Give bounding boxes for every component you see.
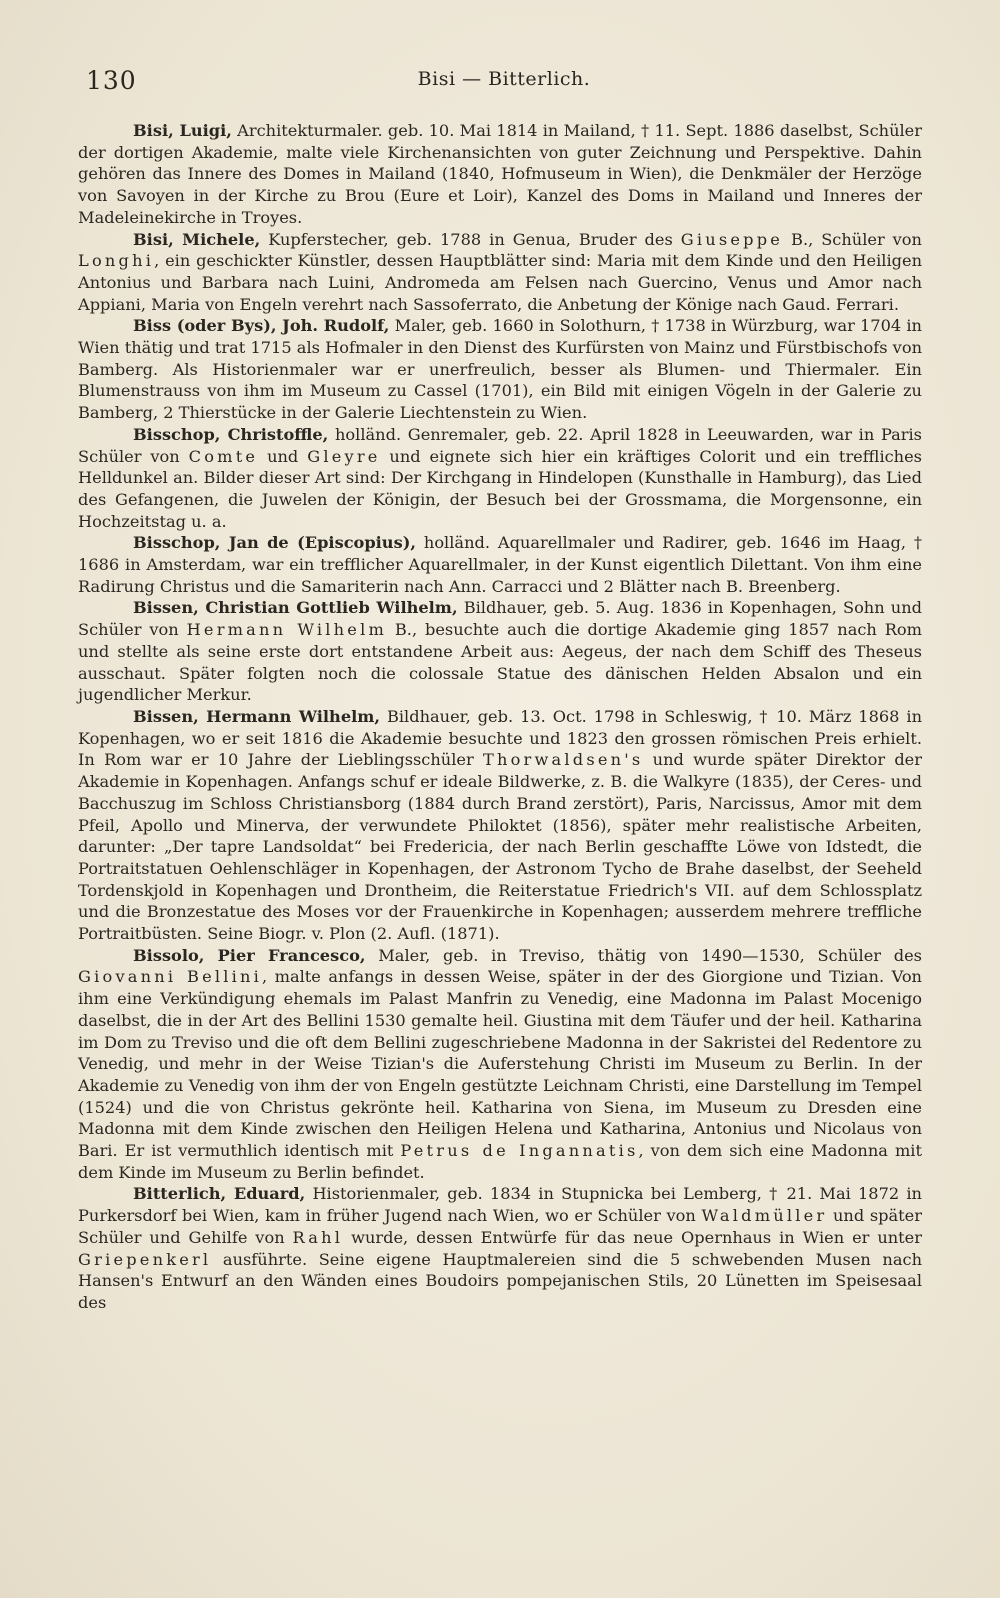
entry-headword: Bissen, Hermann Wilhelm, xyxy=(133,706,381,726)
spaced-name: Thorwaldsen's xyxy=(482,750,644,770)
entry-text: Architekturmaler. geb. 10. Mai 1814 in Mailand, † 11. Sept. 1886 daselbst, Schüler der dortigen Akademie, malte viele Kirchenansichten von guter Zeichnung und Perspektive. Dahin gehören das Innere des Domes in Mailand (1840, Hofmuseum in Wien), die Denkmäler der Herzöge von Savoyen in der Kirche zu Brou (Eure et Loir), Kanzel des Doms in Mailand und Inneres der Madeleinekirche in Troyes. xyxy=(78,121,922,227)
spaced-name: Comte xyxy=(188,446,259,466)
entry-paragraph xyxy=(78,532,922,597)
entry-text: und xyxy=(258,446,308,466)
entry-text: Kupferstecher, geb. 1788 in Genua, Bruder des xyxy=(260,229,681,249)
entry-headword: Bissen, Christian Gottlieb Wilhelm, xyxy=(133,598,458,618)
entry-headword: Bisschop, Jan de (Episcopius), xyxy=(133,533,416,553)
entry-text: holländ. Genremaler, geb. 22. April 1828 in Leeuwarden, war in Paris Schüler von xyxy=(78,424,922,466)
entry-headword: Bisi, Luigi, xyxy=(133,121,232,140)
entry-text: , malte anfangs in dessen Weise, später in der des Giorgione und Tizian. Von ihm eine Verkündigung ehemals im Palast Manfrin zu Venedig, eine Madonna im Palast Mocenigo daselbst, die in der Art des Bellini 1530 gemalte heil. Giustina mit dem Täufer und der heil. Katharina im Dom zu Treviso und die oft dem Bellini zugeschriebene Madonna in der Sakristei del Redentore zu Venedig, und mehr in der Weise Tizian's die Auferstehung Christi im Museum zu Berlin. In der Akademie zu Venedig von ihm der von Engeln gestützte Leichnam Christi, eine Darstellung im Tempel (1524) und die von Christus gekrönte heil. Katharina von Siena, im Museum zu Dresden eine Madonna mit dem Kinde zwischen den Heiligen Helena und Katharina, Antonius und Nicolaus von Bari. Er ist vermuthlich identisch mit xyxy=(78,967,922,1161)
entry-paragraph xyxy=(78,706,922,945)
dictionary-entries xyxy=(78,120,922,1314)
entry-headword: Bissolo, Pier Francesco, xyxy=(133,945,366,965)
entry-text: wurde, dessen Entwürfe für das neue Opernhaus in Wien er unter xyxy=(343,1227,922,1247)
spaced-name: Griepenkerl xyxy=(78,1249,212,1269)
entry-text: und eignete sich hier ein kräftiges Colorit und ein treffliches Helldunkel an. Bilder dieser Art sind: Der Kirchgang in Hindelopen (Kunsthalle in Hamburg), das Lied des Gefangenen, die Juwelen der Königin, der Besuch bei der Grossmama, die Morgensonne, ein Hochzeitstag u. a. xyxy=(78,446,922,531)
entry-text: , ein geschickter Künstler, dessen Hauptblätter sind: Maria mit dem Kinde und den Heiligen Antonius und Barbara nach Luini, Andromeda am Felsen nach Guercino, Venus und Amor nach Appiani, Maria von Engeln verehrt nach Sassoferrato, die Anbetung der Könige nach Gaud. Ferrari. xyxy=(78,251,922,314)
entry-text: holländ. Aquarellmaler und Radirer, geb. 1646 im Haag, † 1686 in Amsterdam, war ein trefflicher Aquarellmaler, in der Kunst eigentlich Dilettant. Von ihm eine Radirung Christus und die Samariterin nach Ann. Carracci und 2 Blätter nach B. Breenberg. xyxy=(78,533,922,596)
spaced-name: Petrus de Ingannatis xyxy=(400,1141,639,1161)
entry-headword: Biss (oder Bys), Joh. Rudolf, xyxy=(133,316,390,336)
entry-headword: Bisi, Michele, xyxy=(133,229,261,249)
entry-headword: Bitterlich, Eduard, xyxy=(133,1184,306,1204)
entry-paragraph xyxy=(78,120,922,229)
entry-paragraph xyxy=(78,945,922,1184)
page-number: 130 xyxy=(86,66,137,95)
entry-paragraph xyxy=(78,229,922,316)
entry-headword: Bisschop, Christoffle, xyxy=(133,424,329,444)
running-head: Bisi — Bitterlich. xyxy=(417,68,591,90)
entry-text: Maler, geb. 1660 in Solothurn, † 1738 in Würzburg, war 1704 in Wien thätig und trat 1715 als Hofmaler in den Dienst des Kurfürsten von Mainz und Fürstbischofs von Bamberg. Als Historienmaler war er unerfreulich, besser als Blumen- und Thiermaler. Ein Blumenstrauss von ihm im Museum zu Cassel (1701), ein Bild mit einigen Vögeln in der Galerie zu Bamberg, 2 Thierstücke in der Galerie Liechtenstein zu Wien. xyxy=(78,316,922,423)
entry-text: und wurde später Direktor der Akademie in Kopenhagen. Anfangs schuf er ideale Bildwerke, z. B. die Walkyre (1835), der Ceres- und Bacchuszug im Schloss Christiansborg (1884 durch Brand zerstört), Paris, Narcissus, Amor mit dem Pfeil, Apollo und Minerva, der verwundete Philoktet (1856), später mehr realistische Arbeiten, darunter: „Der tapre Landsoldat“ bei Fredericia, der nach Berlin geschaffte Löwe von Idstedt, die Portraitstatuen Oehlenschläger in Kopenhagen, der Astronom Tycho de Brahe daselbst, der Seeheld Tordenskjold in Kopenhagen und Drontheim, die Reiterstatue Friedrich's VII. auf dem Schlossplatz und die Bronzestatue des Moses vor der Frauenkirche in Kopenhagen; ausserdem mehrere treffliche Portraitbüsten. Seine Biogr. v. Plon (2. Aufl. (1871). xyxy=(78,750,922,944)
entry-text: Maler, geb. in Treviso, thätig von 1490—1530, Schüler des xyxy=(365,945,922,965)
entry-paragraph xyxy=(78,424,922,533)
entry-paragraph xyxy=(78,1183,922,1313)
entry-text: und später Schüler und Gehilfe von xyxy=(78,1206,922,1247)
entry-text: Bildhauer, geb. 13. Oct. 1798 in Schleswig, † 10. März 1868 in Kopenhagen, wo er seit 1816 die Akademie besuchte und 1823 den grossen römischen Preis erhielt. In Rom war er 10 Jahre der Lieblingsschüler xyxy=(78,706,922,770)
entry-text: Bildhauer, geb. 5. Aug. 1836 in Kopenhagen, Sohn und Schüler von xyxy=(78,598,922,640)
entry-text: , von dem sich eine Madonna mit dem Kinde im Museum zu Berlin befindet. xyxy=(78,1141,922,1182)
spaced-name: Giuseppe xyxy=(680,229,784,249)
entry-text: ausführte. Seine eigene Hauptmalereien sind die 5 schwebenden Musen nach Hansen's Entwurf an den Wänden eines Boudoirs pompejanischen Stils, 20 Lünetten im Speisesaal des xyxy=(78,1249,922,1312)
entry-text: Historienmaler, geb. 1834 in Stupnicka bei Lemberg, † 21. Mai 1872 in Purkersdorf bei Wien, kam in früher Jugend nach Wien, wo er Schüler von xyxy=(78,1184,922,1226)
entry-text: B., besuchte auch die dortige Akademie ging 1857 nach Rom und stellte als seine erste dort entstandene Arbeit aus: Aegeus, der nach dem Schiff des Theseus ausschaut. Später folgten noch die colossale Statue des dänischen Helden Absalon und ein jugendlicher Merkur. xyxy=(78,620,923,705)
entry-paragraph xyxy=(78,315,922,424)
spaced-name: Waldmüller xyxy=(701,1206,828,1226)
spaced-name: Hermann Wilhelm xyxy=(186,620,388,640)
spaced-name: Giovanni Bellini xyxy=(78,967,262,987)
spaced-name: Longhi xyxy=(78,251,155,271)
entry-paragraph xyxy=(78,597,922,706)
entry-text: B., Schüler von xyxy=(783,229,922,249)
spaced-name: Gleyre xyxy=(307,446,381,466)
page-header xyxy=(86,62,922,102)
spaced-name: Rahl xyxy=(292,1227,344,1247)
